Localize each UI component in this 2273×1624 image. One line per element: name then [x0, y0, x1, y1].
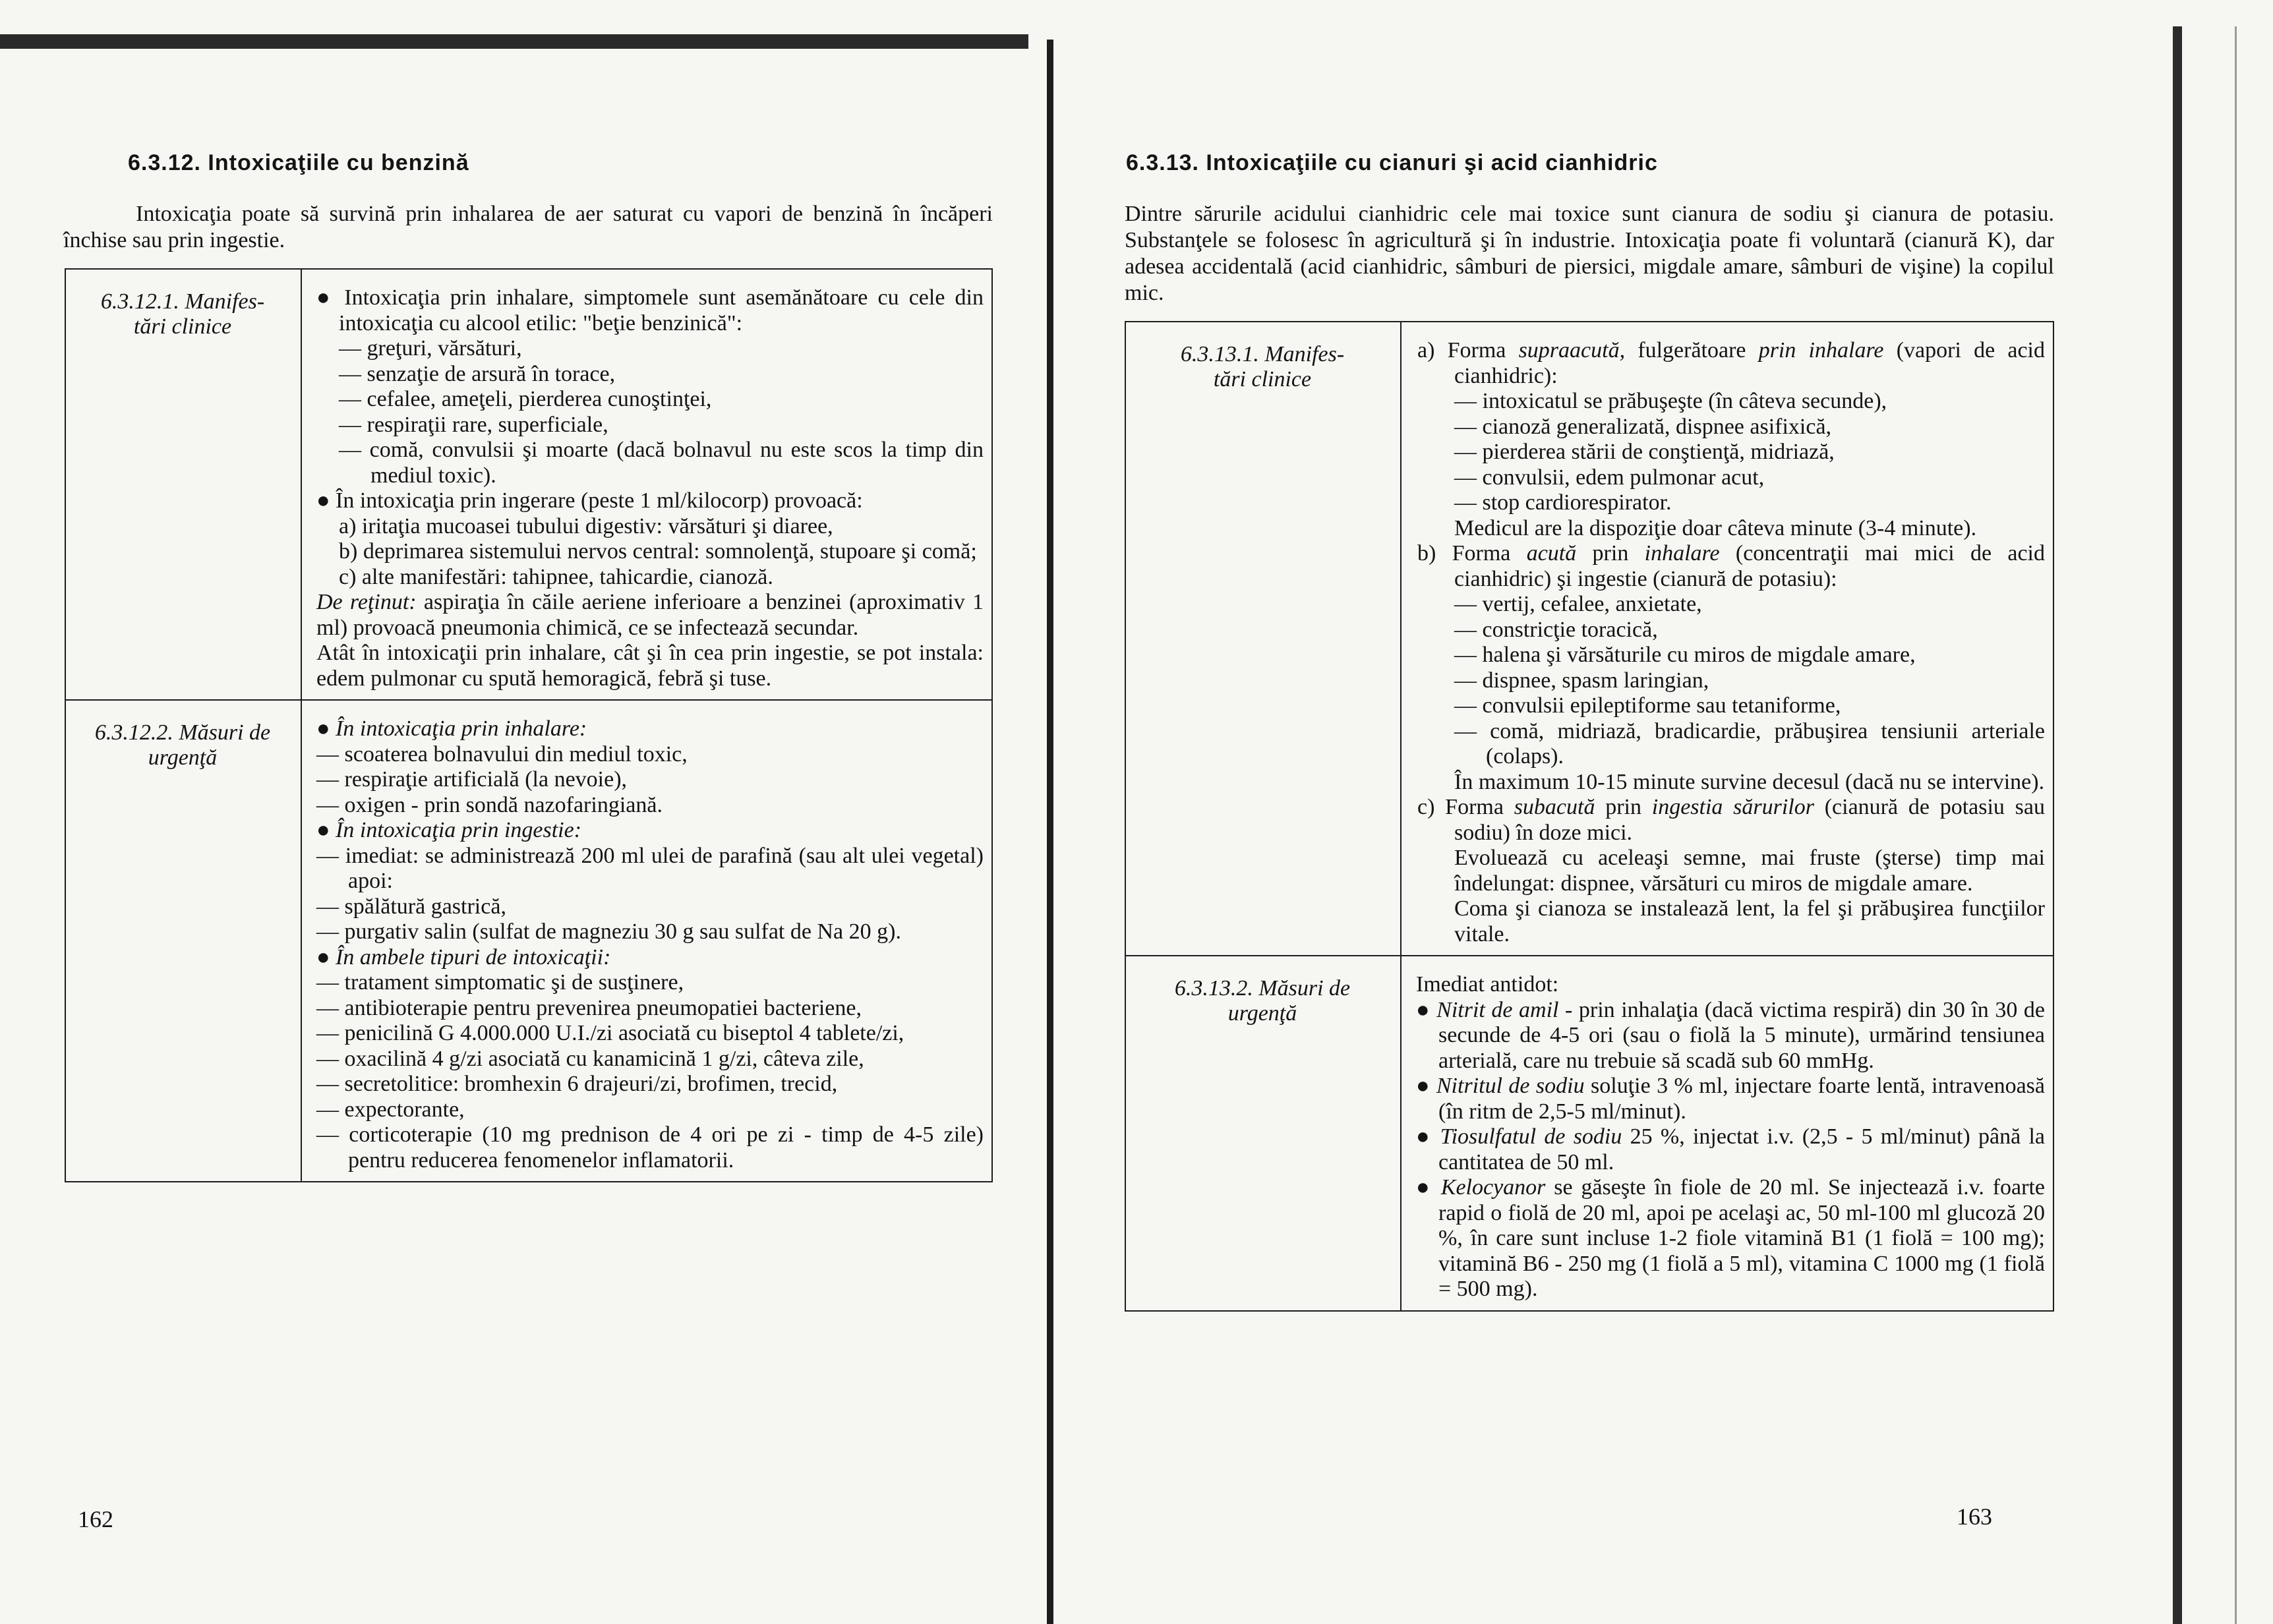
text-line	[1416, 516, 2045, 542]
row-body-6-3-13-1	[1401, 322, 2053, 956]
line-text: Atât în intoxicaţii prin inhalare, cât şi în cea prin ingestie, se pot instala: edem pulmonar cu spută hemoragică, febră şi tuse.	[316, 641, 984, 691]
line-text: — intoxicatul se prăbuşeşte (în câteva secunde),	[1454, 389, 1887, 413]
row-label-6-3-13-1	[1125, 322, 1401, 956]
line-text: ●	[316, 944, 336, 970]
line-text: ● Intoxicaţia prin inhalare, simptomele sunt asemănătoare cu cele din intoxicaţia cu alcool etilic: "beţie benzinică":	[316, 285, 984, 335]
emphasis-text: ingestia sărurilor	[1651, 795, 1814, 819]
text-line	[316, 1021, 984, 1047]
line-text: prin	[1595, 795, 1652, 819]
text-line	[1416, 1124, 2045, 1175]
line-text: se găseşte în fiole de 20 ml. Se injectează i.v. foarte rapid o fiolă de 20 ml, apoi pe acelaşi ac, 50 ml-100 ml glucoză 20 %, în care sunt incluse 1-2 fiole vitamină B1 (1 fiolă = 100 mg); vitamină B6 - 250 mg (1 fiolă a 5 ml), vitamina C 1000 mg (1 fiolă = 500 mg).	[1438, 1175, 2045, 1301]
line-text: Evoluează cu aceleaşi semne, mai fruste (şterse) timp mai îndelungat: dispnee, vărsături cu miros de migdale amare.	[1454, 846, 2045, 896]
line-text: Coma şi cianoza se instalează lent, la fel şi prăbuşirea funcţiilor vitale.	[1454, 896, 2045, 946]
text-line	[316, 285, 984, 336]
line-text: Medicul are la dispoziţie doar câteva minute (3-4 minute).	[1454, 515, 1977, 540]
text-line	[316, 514, 984, 540]
line-text: ●	[316, 716, 336, 741]
line-text: — dispnee, spasm laringian,	[1454, 668, 1709, 693]
text-line	[316, 362, 984, 388]
left-page	[65, 150, 993, 1182]
line-text: b) Forma	[1417, 541, 1527, 566]
text-line	[1416, 846, 2045, 896]
line-text: — cefalee, ameţeli, pierderea cunoştinţei,	[339, 387, 712, 411]
emphasis-text: acută	[1526, 541, 1577, 566]
line-text: — halena şi vărsăturile cu miros de migdale amare,	[1454, 643, 1916, 667]
line-text: c) alte manifestări: tahipnee, tahicardie, cianoză.	[339, 564, 773, 589]
line-text: ●	[1416, 1074, 1436, 1098]
text-line	[1416, 338, 2045, 389]
line-text: — cianoză generalizată, dispnee asifixică,	[1454, 414, 1832, 439]
section-intro-6-3-12: Intoxicaţia poate să survină prin inhalarea de aer saturat cu vapori de benzină în încăperi închise sau prin ingestie.	[63, 202, 993, 252]
line-text: 25 %, injectat i.v. (2,5 - 5 ml/minut) până la cantitatea de 50 ml.	[1438, 1124, 2046, 1174]
text-line	[1416, 440, 2045, 465]
text-line	[316, 387, 984, 413]
row-label-line: tări clinice	[133, 314, 232, 339]
text-line	[316, 1122, 984, 1173]
table-row	[1125, 322, 2053, 956]
emphasis-text: De reţinut:	[316, 590, 417, 614]
line-text: a) Forma	[1417, 338, 1519, 362]
line-text: — comă, midriază, bradicardie, prăbuşirea tensiunii arteriale (colaps).	[1454, 718, 2045, 768]
emphasis-text: În ambele tipuri de intoxicaţii:	[336, 944, 611, 970]
line-text: — penicilină G 4.000.000 U.I./zi asociată cu biseptol 4 tablete/zi,	[316, 1021, 904, 1045]
line-text: a) iritaţia mucoasei tubului digestiv: vărsături şi diaree,	[339, 513, 833, 538]
text-line	[1416, 896, 2045, 947]
text-line	[316, 1097, 984, 1123]
line-text: — convulsii epileptiforme sau tetaniforme,	[1454, 693, 1841, 718]
line-text: (vapori de acid cianhidric):	[1454, 338, 2045, 388]
text-line	[316, 641, 984, 691]
text-line	[1416, 415, 2045, 440]
section-heading-6-3-12: 6.3.12. Intoxicaţiile cu benzină	[128, 150, 469, 175]
text-line	[316, 716, 984, 742]
row-label-line: 6.3.13.1. Manifes-	[1180, 342, 1345, 366]
line-text: — senzaţie de arsură în torace,	[339, 361, 616, 386]
line-text: — stop cardiorespirator.	[1454, 490, 1672, 515]
line-text: — antibioterapie pentru prevenirea pneumopatiei bacteriene,	[316, 995, 862, 1020]
line-text: (cianură de potasiu sau sodiu) în doze mici.	[1454, 795, 2045, 845]
line-text: În maximum 10-15 minute survine decesul (dacă nu se intervine).	[1454, 769, 2045, 794]
right-page	[1125, 150, 2054, 1312]
table-row	[65, 269, 992, 700]
emphasis-text: prin inhalare	[1758, 338, 1884, 362]
line-text: — expectorante,	[316, 1097, 465, 1122]
text-line	[1416, 1175, 2045, 1302]
scan-top-border	[0, 34, 1028, 49]
line-text: — pierderea stării de conştienţă, midriază,	[1454, 440, 1835, 464]
line-text: — respiraţii rare, superficiale,	[339, 412, 608, 437]
text-line	[1416, 998, 2045, 1074]
line-text: — imediat: se administrează 200 ml ulei de parafină (sau alt ulei vegetal) apoi:	[316, 843, 984, 893]
page-number-left: 162	[78, 1506, 113, 1532]
line-text: — oxacilină 4 g/zi asociată cu kanamicină 1 g/zi, câteva zile,	[316, 1046, 864, 1071]
emphasis-text: supraacută,	[1518, 338, 1626, 362]
emphasis-text: Nitrit de amil	[1436, 997, 1559, 1022]
emphasis-text: În intoxicaţia prin ingestie:	[336, 818, 582, 842]
text-line	[1416, 1074, 2045, 1124]
table-6-3-13	[1125, 321, 2054, 1312]
row-body-6-3-13-2	[1401, 956, 2053, 1311]
line-text: ●	[1416, 1124, 1440, 1149]
row-label-6-3-12-2	[65, 700, 301, 1182]
emphasis-text: Tiosulfatul de sodiu	[1440, 1124, 1622, 1149]
text-line	[316, 488, 984, 514]
line-text: — tratament simptomatic şi de susţinere,	[316, 970, 684, 995]
line-text: soluţie 3 % ml, injectare foarte lentă, intravenoasă (în ritm de 2,5-5 ml/minut).	[1438, 1074, 2045, 1124]
emphasis-text: inhalare	[1644, 541, 1720, 566]
table-row	[1125, 956, 2053, 1311]
row-label-line: tări clinice	[1213, 367, 1312, 392]
text-line	[316, 793, 984, 819]
text-line	[316, 894, 984, 920]
table-row	[65, 700, 992, 1182]
text-line	[316, 818, 984, 844]
section-intro-6-3-13: Dintre sărurile acidului cianhidric cele mai toxice sunt cianura de sodiu şi cianura de potasiu. Substanţele se folosesc în agricultură şi în industrie. Intoxicaţia poate fi voluntară (cianură K), dar adesea accidentală (acid cianhidric, sâmburi de piersici, migdale amare, sâmburi de vişine) la copilul mic.	[1125, 202, 2054, 305]
text-line	[1416, 618, 2045, 643]
text-line	[316, 590, 984, 641]
row-label-line: 6.3.12.2. Măsuri de	[94, 720, 271, 745]
line-text: — respiraţie artificială (la nevoie),	[316, 767, 628, 792]
text-line	[316, 919, 984, 945]
line-text: — secretolitice: bromhexin 6 drajeuri/zi, brofimen, trecid,	[316, 1072, 838, 1096]
text-line	[1416, 490, 2045, 516]
line-text: — constricţie toracică,	[1454, 617, 1658, 642]
row-label-line: urgenţă	[1227, 1001, 1297, 1026]
text-line	[1416, 770, 2045, 796]
text-line	[1416, 541, 2045, 592]
row-label-6-3-13-2	[1125, 956, 1401, 1311]
line-text: ● În intoxicaţia prin ingerare (peste 1 ml/kilocorp) provoacă:	[316, 488, 863, 513]
emphasis-text: Kelocyanor	[1440, 1175, 1546, 1200]
line-text: — corticoterapie (10 mg prednison de 4 ori pe zi - timp de 4-5 zile) pentru reducerea fenomenelor inflamatorii.	[316, 1122, 984, 1173]
line-text: — spălătură gastrică,	[316, 894, 506, 919]
text-line	[316, 1047, 984, 1072]
row-body-6-3-12-2	[301, 700, 992, 1182]
text-line	[316, 413, 984, 438]
text-line	[316, 996, 984, 1022]
text-line	[316, 945, 984, 971]
scan-right-edge	[2173, 26, 2182, 1624]
emphasis-text: subacută	[1514, 795, 1595, 819]
text-line	[316, 336, 984, 362]
text-line	[316, 1072, 984, 1097]
text-line	[1416, 592, 2045, 618]
text-line	[316, 844, 984, 894]
text-line	[1416, 972, 2045, 998]
row-body-6-3-12-1	[301, 269, 992, 700]
line-text: — purgativ salin (sulfat de magneziu 30 g sau sulfat de Na 20 g).	[316, 919, 901, 944]
text-line	[1416, 668, 2045, 694]
text-line	[316, 767, 984, 793]
line-text: ●	[1416, 1175, 1441, 1200]
emphasis-text: Nitritul de sodiu	[1436, 1074, 1585, 1098]
text-line	[1416, 389, 2045, 415]
line-text: — scoaterea bolnavului din mediul toxic,	[316, 741, 688, 767]
line-text: — comă, convulsii şi moarte (dacă bolnavul nu este scos la timp din mediul toxic).	[339, 438, 984, 488]
table-6-3-12	[65, 268, 993, 1182]
line-text: prin	[1576, 541, 1645, 566]
row-label-line: 6.3.12.1. Manifes-	[100, 289, 265, 314]
text-line	[1416, 719, 2045, 770]
text-line	[316, 742, 984, 768]
line-text: b) deprimarea sistemului nervos central: somnolenţă, stupoare şi comă;	[339, 539, 977, 564]
line-text: ●	[316, 818, 336, 842]
text-line	[316, 565, 984, 591]
scan-right-edge-line	[2235, 26, 2237, 1624]
section-heading-6-3-13: 6.3.13. Intoxicaţiile cu cianuri şi acid cianhidric	[1126, 150, 1658, 175]
text-line	[316, 438, 984, 488]
line-text: c) Forma	[1417, 795, 1514, 819]
row-label-line: urgenţă	[148, 745, 218, 770]
line-text: aspiraţia în căile aeriene inferioare a benzinei (aproximativ 1 ml) provoacă pneumonia chimică, ce se infectează secundar.	[316, 590, 984, 640]
line-text: — convulsii, edem pulmonar acut,	[1454, 465, 1765, 490]
row-label-6-3-12-1	[65, 269, 301, 700]
text-line	[1416, 465, 2045, 491]
text-line	[1416, 643, 2045, 668]
line-text: — vertij, cefalee, anxietate,	[1454, 592, 1702, 616]
text-line	[316, 539, 984, 565]
line-text: Imediat antidot:	[1416, 972, 1559, 997]
row-label-line: 6.3.13.2. Măsuri de	[1174, 976, 1351, 1000]
page-number-right: 163	[1957, 1503, 1992, 1530]
text-line	[316, 970, 984, 996]
line-text: (concentraţii mai mici de acid cianhidric) şi ingestie (cianură de potasiu):	[1454, 541, 2045, 591]
emphasis-text: În intoxicaţia prin inhalare:	[336, 716, 587, 741]
line-text: - prin inhalaţia (dacă victima respiră) din 30 în 30 de secunde de 4-5 ori (sau o fiolă la 5 minute), urmărind tensiunea arterială, care nu trebuie să scadă sub 60 mmHg.	[1438, 997, 2045, 1073]
text-line	[1416, 693, 2045, 719]
line-text: — oxigen - prin sondă nazofaringiană.	[316, 792, 663, 817]
line-text: ●	[1416, 997, 1437, 1022]
line-text: — greţuri, vărsături,	[339, 336, 522, 361]
line-text: fulgerătoare	[1625, 338, 1759, 362]
book-spine	[1047, 40, 1053, 1624]
text-line	[1416, 795, 2045, 846]
